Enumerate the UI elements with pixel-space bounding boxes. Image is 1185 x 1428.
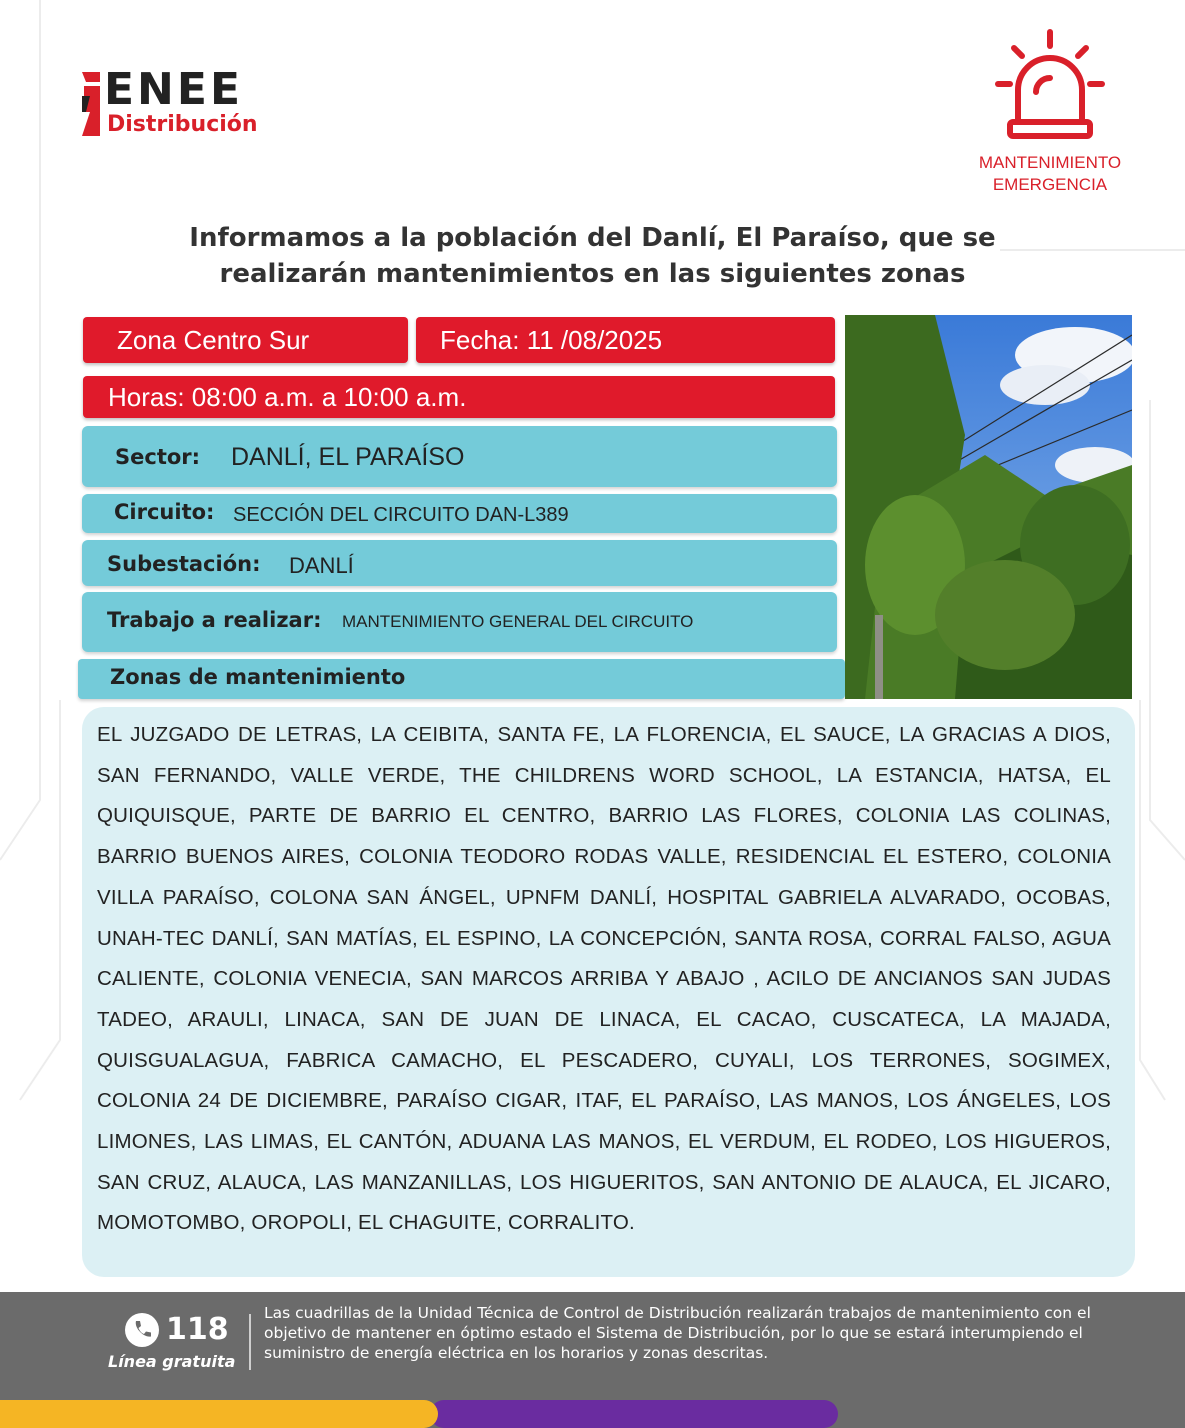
headline-line2: realizarán mantenimientos en las siguientes zonas bbox=[219, 259, 966, 289]
hotline-label: Línea gratuita bbox=[108, 1352, 236, 1371]
circuit-value: SECCIÓN DEL CIRCUITO DAN-L389 bbox=[233, 504, 569, 526]
alarm-line1: MANTENIMIENTO bbox=[978, 153, 1122, 172]
alarm-badge bbox=[960, 28, 1140, 203]
hours-label: Horas: 08:00 a.m. a 10:00 a.m. bbox=[108, 382, 467, 412]
hours-badge bbox=[83, 376, 835, 418]
logo-subtitle: Distribución bbox=[107, 112, 258, 137]
work-value: MANTENIMIENTO GENERAL DEL CIRCUITO bbox=[342, 612, 694, 631]
alarm-line2: EMERGENCIA bbox=[992, 175, 1108, 194]
footer-divider bbox=[249, 1314, 251, 1370]
enee-logo bbox=[80, 64, 310, 140]
enee-logo-mark bbox=[80, 72, 102, 136]
hotline bbox=[108, 1310, 238, 1380]
substation-label: Subestación: bbox=[107, 552, 261, 576]
sector-label: Sector: bbox=[115, 445, 201, 469]
zones-header-label: Zonas de mantenimiento bbox=[110, 665, 406, 689]
yellow-bar bbox=[0, 1400, 438, 1428]
zone-badge bbox=[83, 317, 408, 363]
circuit-label: Circuito: bbox=[114, 500, 215, 524]
field-photo bbox=[845, 315, 1132, 699]
hotline-number: 118 bbox=[166, 1312, 229, 1347]
footer-text: Las cuadrillas de la Unidad Técnica de Control de Distribución realizarán trabajos de mantenimiento con el objetivo de mantener en óptimo estado el Sistema de Distribución, por lo que se estará interumpiendo el suministro de energía eléctrica en los horarios y zonas descritas. bbox=[264, 1304, 1091, 1362]
purple-bar bbox=[430, 1400, 838, 1428]
headline-line1: Informamos a la población del Danlí, El Paraíso, que se bbox=[189, 223, 996, 253]
circuit-row bbox=[82, 494, 837, 533]
zone-label: Zona Centro Sur bbox=[117, 325, 310, 355]
page-headline bbox=[60, 220, 1125, 292]
substation-value: DANLÍ bbox=[289, 553, 354, 578]
alarm-siren-icon bbox=[992, 28, 1108, 143]
zones-list bbox=[82, 707, 1135, 1277]
sector-value: DANLÍ, EL PARAÍSO bbox=[231, 443, 465, 471]
logo-name: ENEE bbox=[104, 64, 243, 115]
date-badge bbox=[416, 317, 835, 363]
phone-icon bbox=[124, 1312, 160, 1348]
substation-row bbox=[82, 540, 837, 586]
sector-row bbox=[82, 426, 837, 487]
zones-text: EL JUZGADO DE LETRAS, LA CEIBITA, SANTA FE, LA FLORENCIA, EL SAUCE, LA GRACIAS A DIOS, SAN FERNANDO, VALLE VERDE, THE CHILDRENS WORD SCHOOL, LA ESTANCIA, HATSA, EL QUIQUISQUE, PARTE DE BARRIO EL CENTRO, BARRIO LAS FLORES, COLONIA LAS COLINAS, BARRIO BUENOS AIRES, COLONIA TEODORO RODAS VALLE, RESIDENCIAL EL ESTERO, COLONIA VILLA PARAÍSO, COLONA SAN ÁNGEL, UPNFM DANLÍ, HOSPITAL GABRIELA ALVARADO, OCOBAS, UNAH-TEC DANLÍ, SAN MATÍAS, EL ESPINO, LA CONCEPCIÓN, SANTA ROSA, CORRAL FALSO, AGUA CALIENTE, COLONIA VENECIA, SAN MARCOS ARRIBA Y ABAJO , ACILO DE ANCIANOS SAN JUDAS TADEO, ARAULI, LINACA, SAN DE JUAN DE LINACA, EL CACAO, CUSCATECA, LA MAJADA, QUISGUALAGUA, FABRICA CAMACHO, EL PESCADERO, CUYALI, LOS TERRONES, SOGIMEX, COLONIA 24 DE DICIEMBRE, PARAÍSO CIGAR, ITAF, EL PARAÍSO, LAS MANOS, LOS ÁNGELES, LOS LIMONES, LAS LIMAS, EL CANTÓN, ADUANA LAS MANOS, EL VERDUM, EL RODEO, LOS HIGUEROS, SAN CRUZ, ALAUCA, LAS MANZANILLAS, LOS HIGUERITOS, SAN ANTONIO DE ALAUCA, EL JICARO, MOMOTOMBO, OROPOLI, EL CHAGUITE, CORRALITO. bbox=[97, 723, 1111, 1235]
date-label: Fecha: 11 /08/2025 bbox=[440, 325, 663, 355]
work-label: Trabajo a realizar: bbox=[107, 608, 322, 632]
work-row bbox=[82, 592, 837, 652]
zones-header bbox=[78, 659, 845, 699]
